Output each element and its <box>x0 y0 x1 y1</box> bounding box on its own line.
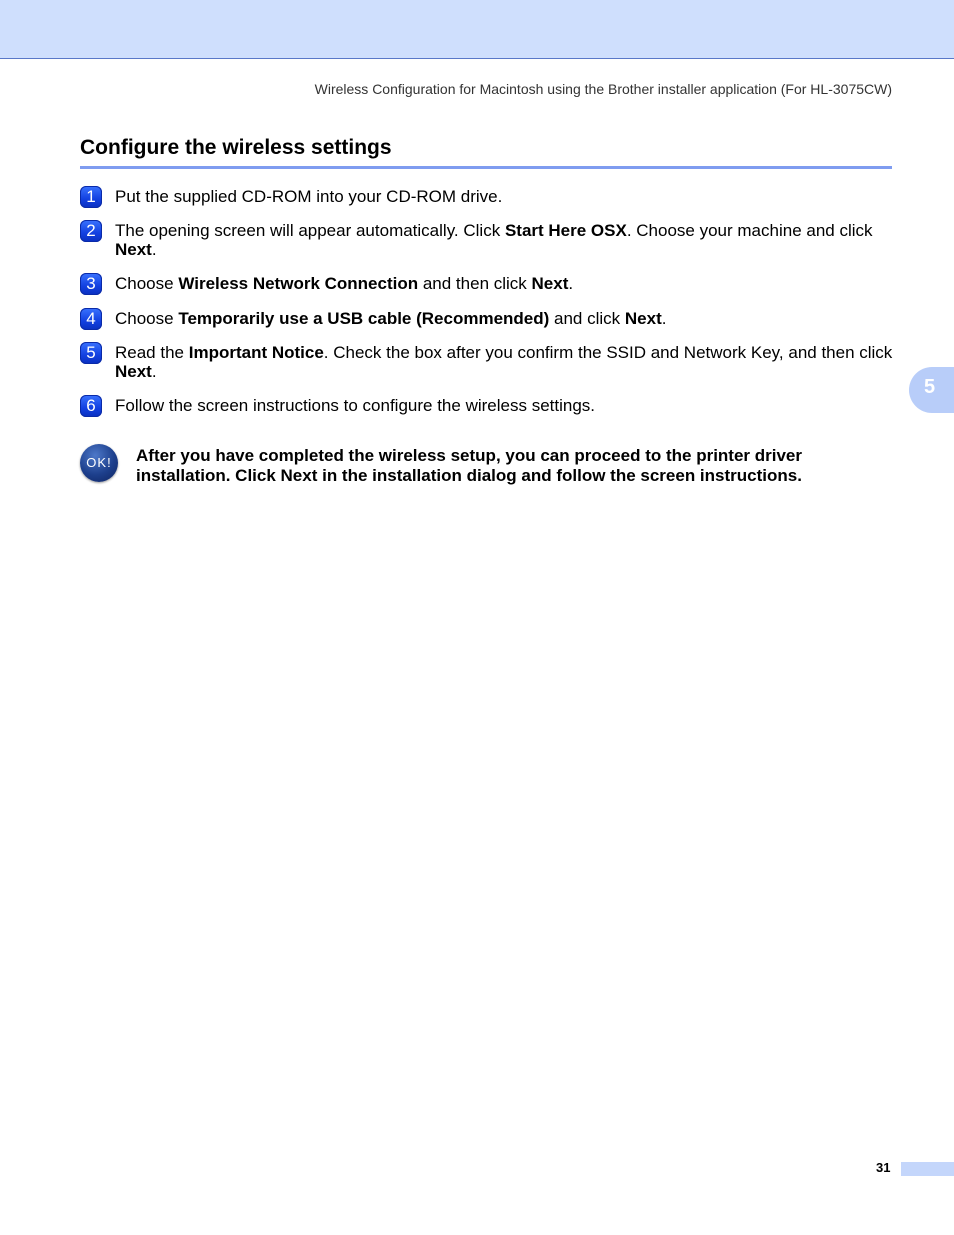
step-emphasis: Important Notice <box>188 343 324 362</box>
step-number-badge: 3 <box>80 273 102 295</box>
step-number-badge: 2 <box>80 220 102 242</box>
step-emphasis: Start Here OSX <box>504 221 627 240</box>
step-emphasis: Next <box>624 309 662 328</box>
ok-icon-label: OK! <box>86 455 112 470</box>
step-text: Read the Important Notice. Check the box after you confirm the SSID and Network Key, and then click Next. <box>115 343 893 381</box>
running-header: Wireless Configuration for Macintosh using the Brother installer application (For HL-3075CW) <box>314 81 892 97</box>
section-title: Configure the wireless settings <box>80 136 392 159</box>
footer-bar <box>901 1162 954 1176</box>
step-text: Put the supplied CD-ROM into your CD-ROM drive. <box>115 187 503 206</box>
step-number-badge: 5 <box>80 342 102 364</box>
step-text: Choose Wireless Network Connection and then click Next. <box>115 274 574 293</box>
step-text: Choose Temporarily use a USB cable (Recommended) and click Next. <box>115 309 667 328</box>
step-text: Follow the screen instructions to configure the wireless settings. <box>115 396 596 415</box>
step-text: The opening screen will appear automatically. Click Start Here OSX. Choose your machine and click Next. <box>115 221 873 259</box>
step-emphasis: Wireless Network Connection <box>178 274 419 293</box>
step-number-badge: 1 <box>80 186 102 208</box>
ok-badge-icon <box>80 444 118 482</box>
step-emphasis: Next <box>115 240 152 259</box>
note-text: After you have completed the wireless setup, you can proceed to the printer driver installation. Click Next in the installation dialog and follow the screen instructions. <box>136 446 803 485</box>
chapter-number: 5 <box>924 376 936 398</box>
step-emphasis: Temporarily use a USB cable (Recommended) <box>178 309 550 328</box>
page-number: 31 <box>876 1160 891 1175</box>
step-emphasis: Next <box>531 274 569 293</box>
chapter-tab <box>909 367 954 413</box>
title-rule <box>80 166 892 169</box>
step-emphasis: Next <box>115 362 152 381</box>
header-band <box>0 0 954 59</box>
step-number-badge: 4 <box>80 308 102 330</box>
step-number-badge: 6 <box>80 395 102 417</box>
